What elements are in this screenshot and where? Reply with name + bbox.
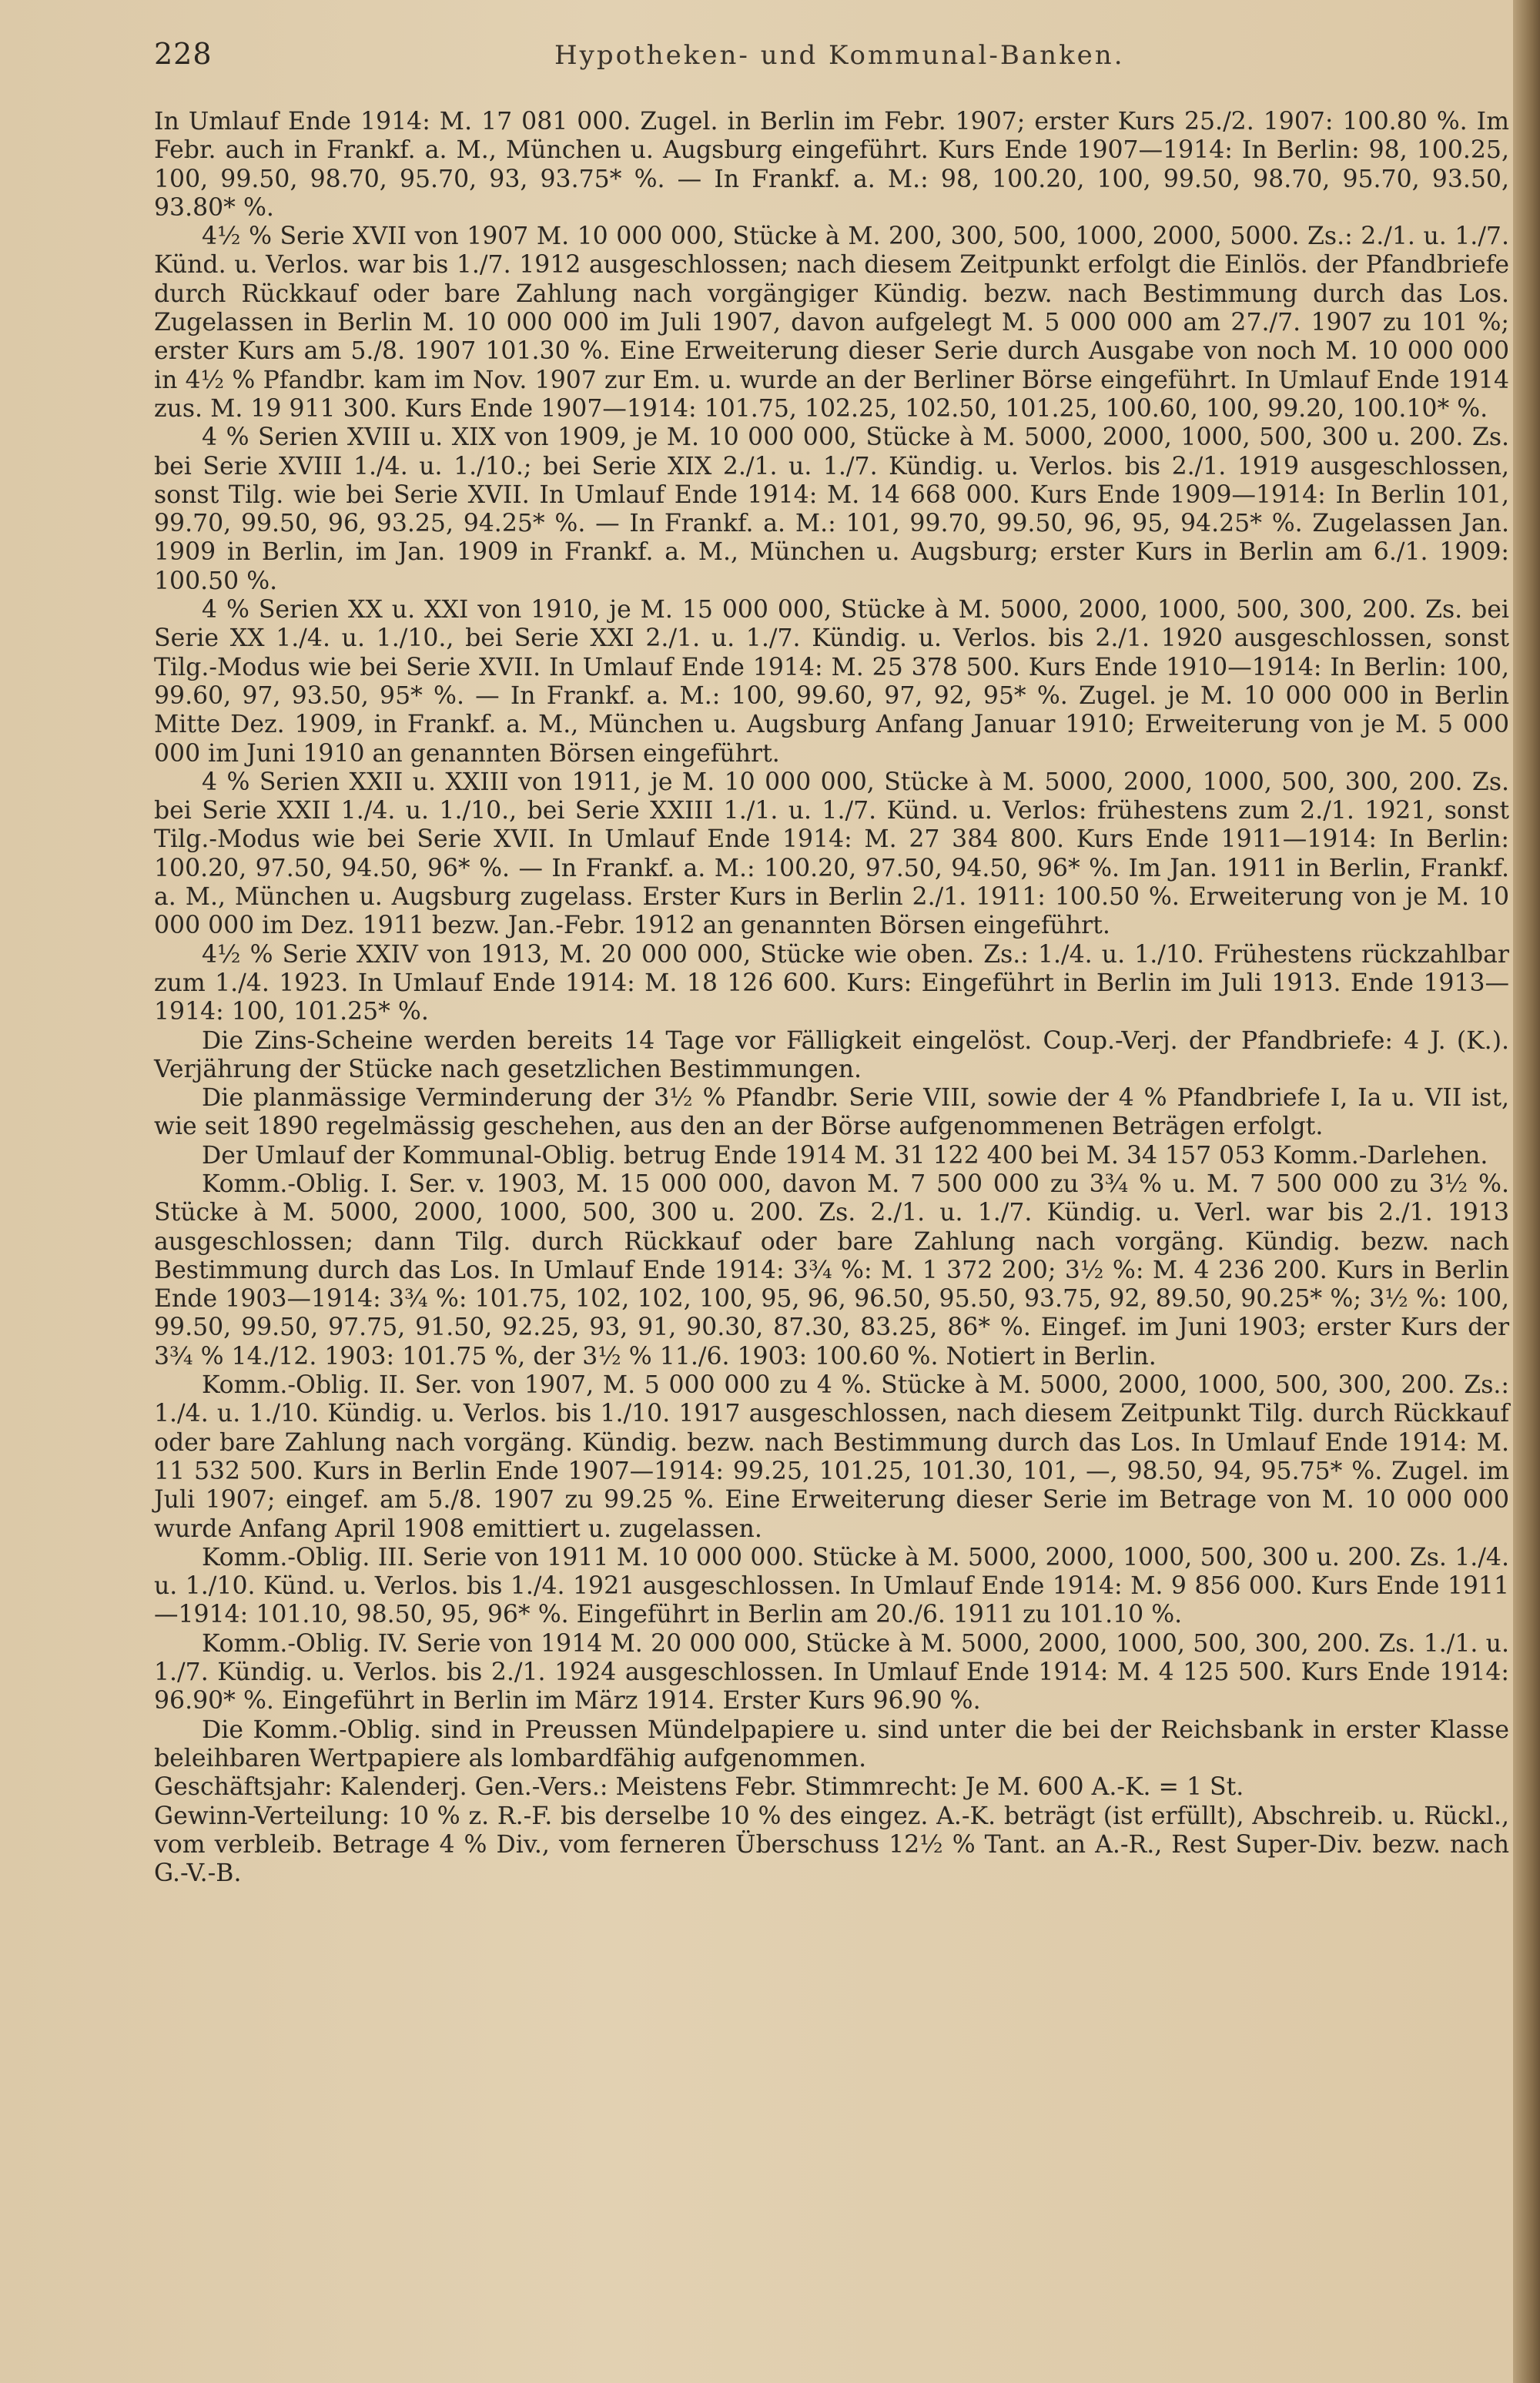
paragraph-serien-xxii-xxiii: 4 % Serien XXII u. XXIII von 1911, je M. 10 000 000, Stücke à M. 5000, 2000, 1000, 500, 300, 200. Zs. bei Serie XXII 1./4. u. 1./10., bei Serie XXIII 1./1. u. 1./7. Künd. u. Verlos: frühestens zum 2./1. 1921, sonst Tilg.-Modus wie bei Serie XVII. In Umlauf Ende 1914: M. 27 384 800. Kurs Ende 1911—1914: In Berlin: 100.20, 97.50, 94.50, 96* %. — In Frankf. a. M.: 100.20, 97.50, 94.50, 96* %. Im Jan. 1911 in Berlin, Frankf. a. M., München u. Augsburg zugelass. Erster Kurs in Berlin 2./1. 1911: 100.50 %. Erweiterung von je M. 10 000 000 im Dez. 1911 bezw. Jan.-Febr. 1912 an genannten Börsen eingeführt. (154, 768, 1509, 940)
page-header (154, 37, 1502, 83)
paragraph-verminderung: Die planmässige Verminderung der 3½ % Pfandbr. Serie VIII, sowie der 4 % Pfandbriefe I, Ia u. VII ist, wie seit 1890 regelmässig geschehen, aus den an der Börse aufgenommenen Beträgen erfolgt. (154, 1084, 1509, 1141)
paragraph-muendelpapiere: Die Komm.-Oblig. sind in Preussen Mündelpapiere u. sind unter die bei der Reichsbank in erster Klasse beleihbaren Wertpapiere als lombardfähig aufgenommen. (154, 1715, 1509, 1772)
paragraph-komm-oblig-i: Komm.-Oblig. I. Ser. v. 1903, M. 15 000 000, davon M. 7 500 000 zu 3¾ % u. M. 7 500 000 zu 3½ %. Stücke à M. 5000, 2000, 1000, 500, 300 u. 200. Zs. 2./1. u. 1./7. Kündig. u. Verl. war bis 2./1. 1913 ausgeschlossen; dann Tilg. durch Rückkauf oder bare Zahlung nach vorgäng. Kündig. bezw. nach Bestimmung durch das Los. In Umlauf Ende 1914: 3¾ %: M. 1 372 200; 3½ %: M. 4 236 200. Kurs in Berlin Ende 1903—1914: 3¾ %: 101.75, 102, 102, 100, 95, 96, 96.50, 95.50, 93.75, 92, 89.50, 90.25* %; 3½ %: 100, 99.50, 99.50, 97.75, 91.50, 92.25, 93, 91, 90.30, 87.30, 83.25, 86* %. Eingef. im Juni 1903; erster Kurs der 3¾ % 14./12. 1903: 101.75 %, der 3½ % 11./6. 1903: 100.60 %. Notiert in Berlin. (154, 1170, 1509, 1371)
page-edge (1513, 0, 1540, 2383)
paragraph-serie-xxiv: 4½ % Serie XXIV von 1913, M. 20 000 000, Stücke wie oben. Zs.: 1./4. u. 1./10. Frühestens rückzahlbar zum 1./4. 1923. In Umlauf Ende 1914: M. 18 126 600. Kurs: Eingeführt in Berlin im Juli 1913. Ende 1913—1914: 100, 101.25* %. (154, 940, 1509, 1026)
paragraph-serien-xviii-xix: 4 % Serien XVIII u. XIX von 1909, je M. 10 000 000, Stücke à M. 5000, 2000, 1000, 500, 300 u. 200. Zs. bei Serie XVIII 1./4. u. 1./10.; bei Serie XIX 2./1. u. 1./7. Kündig. u. Verlos. bis 2./1. 1919 ausgeschlossen, sonst Tilg. wie bei Serie XVII. In Umlauf Ende 1914: M. 14 668 000. Kurs Ende 1909—1914: In Berlin 101, 99.70, 99.50, 96, 93.25, 94.25* %. — In Frankf. a. M.: 101, 99.70, 99.50, 96, 95, 94.25* %. Zugelassen Jan. 1909 in Berlin, im Jan. 1909 in Frankf. a. M., München u. Augsburg; erster Kurs in Berlin am 6./1. 1909: 100.50 %. (154, 423, 1509, 595)
paragraph-kommunal-umlauf: Der Umlauf der Kommunal-Oblig. betrug Ende 1914 M. 31 122 400 bei M. 34 157 053 Komm.-Darlehen. (202, 1141, 1488, 1170)
paragraph-zins-scheine: Die Zins-Scheine werden bereits 14 Tage vor Fälligkeit eingelöst. Coup.-Verj. der Pfandbriefe: 4 J. (K.). Verjährung der Stücke nach gesetzlichen Bestimmungen. (154, 1026, 1509, 1083)
paragraph-umlauf-1914: In Umlauf Ende 1914: M. 17 081 000. Zugel. in Berlin im Febr. 1907; erster Kurs 25./2. 1907: 100.80 %. Im Febr. auch in Frankf. a. M., München u. Augsburg eingeführt. Kurs Ende 1907—1914: In Berlin: 98, 100.25, 100, 99.50, 98.70, 95.70, 93, 93.75* %. — In Frankf. a. M.: 98, 100.20, 100, 99.50, 98.70, 95.70, 93.50, 93.80* %. (154, 108, 1509, 222)
paragraph-komm-oblig-iii: Komm.-Oblig. III. Serie von 1911 M. 10 000 000. Stücke à M. 5000, 2000, 1000, 500, 300 u. 200. Zs. 1./4. u. 1./10. Künd. u. Verlos. bis 1./4. 1921 ausgeschlossen. In Umlauf Ende 1914: M. 9 856 000. Kurs Ende 1911—1914: 101.10, 98.50, 95, 96* %. Eingeführt in Berlin am 20./6. 1911 zu 101.10 %. (154, 1543, 1509, 1629)
page-body (154, 108, 1509, 1888)
page-number: 228 (154, 37, 213, 71)
paragraph-gewinn-verteilung: Gewinn-Verteilung: 10 % z. R.-F. bis derselbe 10 % des eingez. A.-K. beträgt (ist erfüllt), Abschreib. u. Rückl., vom verbleib. Betrage 4 % Div., vom ferneren Überschuss 12½ % Tant. an A.-R., Rest Super-Div. bezw. nach G.-V.-B. (154, 1802, 1509, 1888)
paragraph-geschaeftsjahr: Geschäftsjahr: Kalenderj. Gen.-Vers.: Meistens Febr. Stimmrecht: Je M. 600 A.-K. = 1 St. (154, 1773, 1244, 1802)
paragraph-komm-oblig-iv: Komm.-Oblig. IV. Serie von 1914 M. 20 000 000, Stücke à M. 5000, 2000, 1000, 500, 300, 200. Zs. 1./1. u. 1./7. Kündig. u. Verlos. bis 2./1. 1924 ausgeschlossen. In Umlauf Ende 1914: M. 4 125 500. Kurs Ende 1914: 96.90* %. Eingeführt in Berlin im März 1914. Erster Kurs 96.90 %. (154, 1629, 1509, 1715)
paragraph-serien-xx-xxi: 4 % Serien XX u. XXI von 1910, je M. 15 000 000, Stücke à M. 5000, 2000, 1000, 500, 300, 200. Zs. bei Serie XX 1./4. u. 1./10., bei Serie XXI 2./1. u. 1./7. Kündig. u. Verlos. bis 2./1. 1920 ausgeschlossen, sonst Tilg.-Modus wie bei Serie XVII. In Umlauf Ende 1914: M. 25 378 500. Kurs Ende 1910—1914: In Berlin: 100, 99.60, 97, 93.50, 95* %. — In Frankf. a. M.: 100, 99.60, 97, 92, 95* %. Zugel. je M. 10 000 000 in Berlin Mitte Dez. 1909, in Frankf. a. M., München u. Augsburg Anfang Januar 1910; Erweiterung von je M. 5 000 000 im Juni 1910 an genannten Börsen eingeführt. (154, 596, 1509, 768)
running-head: Hypotheken- und Kommunal-Banken. (554, 40, 1125, 71)
paragraph-komm-oblig-ii: Komm.-Oblig. II. Ser. von 1907, M. 5 000 000 zu 4 %. Stücke à M. 5000, 2000, 1000, 500, 300, 200. Zs.: 1./4. u. 1./10. Kündig. u. Verlos. bis 1./10. 1917 ausgeschlossen, nach diesem Zeitpunkt Tilg. durch Rückkauf oder bare Zahlung nach vorgäng. Kündig. bezw. nach Bestimmung durch das Los. In Umlauf Ende 1914: M. 11 532 500. Kurs in Berlin Ende 1907—1914: 99.25, 101.25, 101.30, 101, —, 98.50, 94, 95.75* %. Zugel. im Juli 1907; eingef. am 5./8. 1907 zu 99.25 %. Eine Erweiterung dieser Serie im Betrage von M. 10 000 000 wurde Anfang April 1908 emittiert u. zugelassen. (154, 1371, 1509, 1543)
paragraph-serie-xvii: 4½ % Serie XVII von 1907 M. 10 000 000, Stücke à M. 200, 300, 500, 1000, 2000, 5000. Zs.: 2./1. u. 1./7. Künd. u. Verlos. war bis 1./7. 1912 ausgeschlossen; nach diesem Zeitpunkt erfolgt die Einlös. der Pfandbriefe durch Rückkauf oder bare Zahlung nach vorgängiger Kündig. bezw. nach Bestimmung durch das Los. Zugelassen in Berlin M. 10 000 000 im Juli 1907, davon aufgelegt M. 5 000 000 am 27./7. 1907 zu 101 %; erster Kurs am 5./8. 1907 101.30 %. Eine Erweiterung dieser Serie durch Ausgabe von noch M. 10 000 000 in 4½ % Pfandbr. kam im Nov. 1907 zur Em. u. wurde an der Berliner Börse eingeführt. In Umlauf Ende 1914 zus. M. 19 911 300. Kurs Ende 1907—1914: 101.75, 102.25, 102.50, 101.25, 100.60, 100, 99.20, 100.10* %. (154, 223, 1509, 423)
